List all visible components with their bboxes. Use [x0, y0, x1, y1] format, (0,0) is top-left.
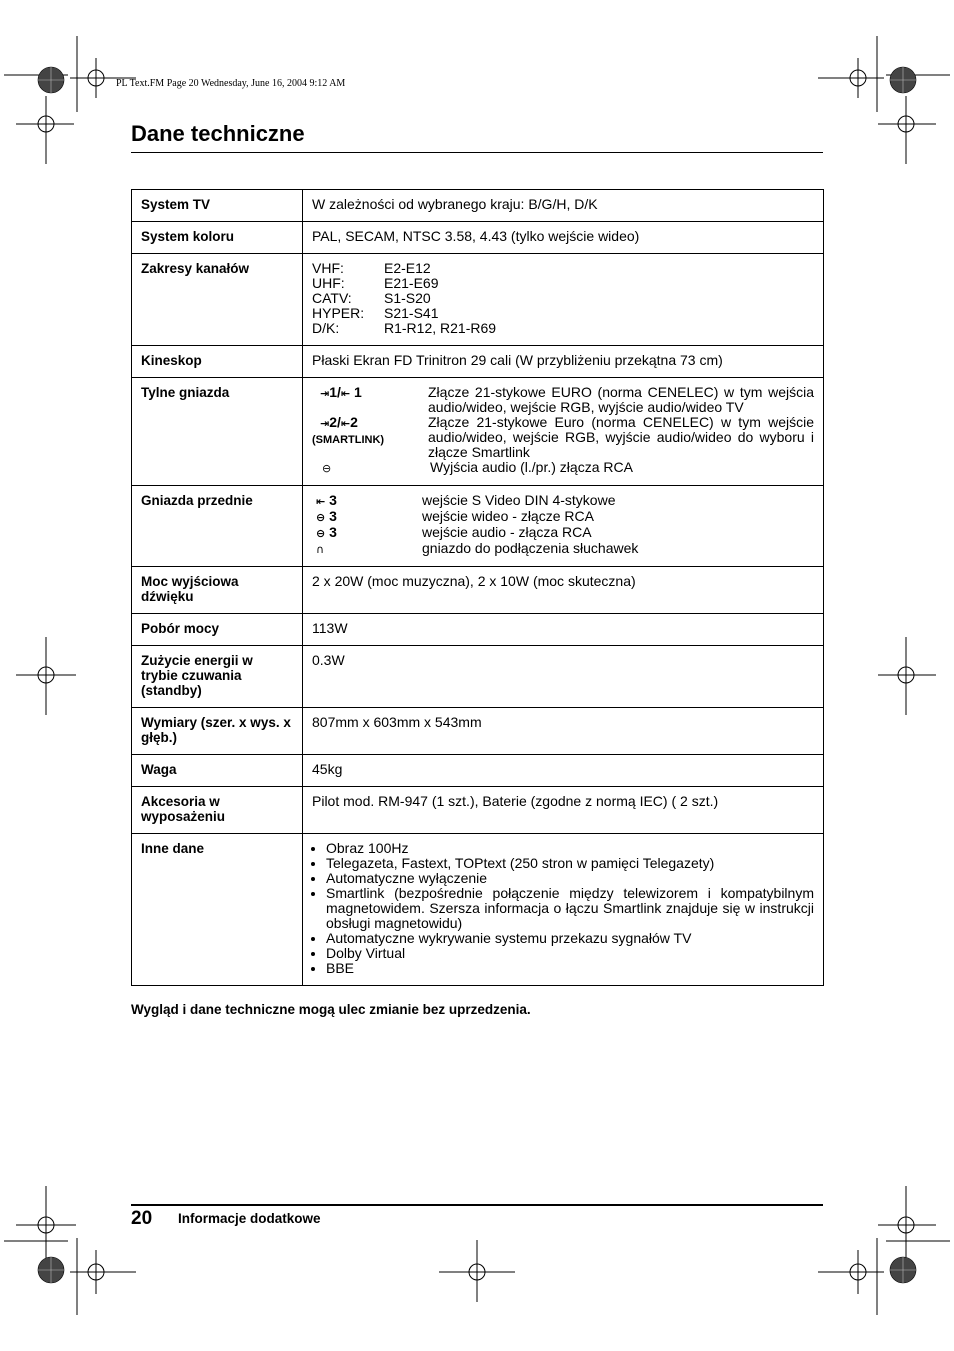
band-name: D/K:: [312, 320, 340, 336]
list-item: • Smartlink (bezpośrednie połączenie między telewizorem i kompatybilnym magnetowidem. Szersza informacja o łączu Smartlink znajduje się w instrukcji obsługi magnetowidu): [326, 886, 814, 931]
row-label: Pobór mocy: [132, 614, 303, 646]
audio-in-icon: ⊖: [316, 527, 326, 540]
scart-in-icon: ⇥: [320, 387, 330, 400]
row-value: 2 x 20W (moc muzyczna), 2 x 10W (moc skuteczna): [303, 567, 824, 614]
scart-in-icon: ⇥: [320, 417, 330, 430]
socket-description: wejście wideo - złącze RCA: [422, 508, 594, 524]
list-item: • Telegazeta, Fastext, TOPtext (250 stron w pamięci Telegazety): [326, 856, 814, 871]
band-range: S21-S41: [384, 305, 439, 321]
row-label: Waga: [132, 755, 303, 787]
row-value: 113W: [303, 614, 824, 646]
file-header: PL Text.FM Page 20 Wednesday, June 16, 2004 9:12 AM: [116, 78, 346, 89]
list-item: • BBE: [326, 961, 814, 976]
band-name: CATV:: [312, 290, 352, 306]
row-label: Inne dane: [132, 834, 303, 986]
audio-out-icon: ⊖: [322, 462, 332, 475]
socket-number: 2: [350, 414, 358, 430]
socket-description: wejście S Video DIN 4-stykowe: [422, 492, 616, 508]
headphones-icon: ∩: [316, 543, 325, 556]
smartlink-note: (SMARTLINK): [312, 434, 385, 446]
row-value: Pilot mod. RM-947 (1 szt.), Baterie (zgodne z normą IEC) ( 2 szt.): [303, 787, 824, 834]
socket-number: 1/: [329, 384, 341, 400]
row-value: Płaski Ekran FD Trinitron 29 cali (W przybliżeniu przekątna 73 cm): [303, 346, 824, 378]
list-item: • Obraz 100Hz: [326, 841, 814, 856]
band-range: S1-S20: [384, 290, 431, 306]
scart-out-icon: ⇤: [340, 417, 351, 430]
row-label: Akcesoria w wyposażeniu: [132, 787, 303, 834]
socket-number: 1: [354, 384, 362, 400]
row-label: Wymiary (szer. x wys. x głęb.): [132, 708, 303, 755]
socket-description: Złącze 21-stykowe EURO (norma CENELEC) w tym wejścia audio/wideo, wejście RGB, wyjście audio/wideo TV: [428, 384, 814, 415]
video-in-icon: ⊖: [316, 511, 326, 524]
socket-number: 3: [329, 492, 337, 508]
footer-section: Informacje dodatkowe: [178, 1211, 321, 1226]
socket-number: 3: [329, 524, 337, 540]
scart-out-icon: ⇤: [340, 387, 351, 400]
row-value: 807mm x 603mm x 543mm: [303, 708, 824, 755]
socket-number: 3: [329, 508, 337, 524]
disclaimer-note: Wygląd i dane techniczne mogą ulec zmianie bez uprzedzenia.: [131, 1002, 531, 1017]
row-label: Zakresy kanałów: [132, 254, 303, 346]
socket-description: Złącze 21-stykowe Euro (norma CENELEC) w tym wejście audio/wideo, wejście RGB, wyjście audio/wideo do wyboru i złącze Smartlink: [428, 414, 814, 460]
row-label: System TV: [132, 190, 303, 222]
list-item: • Automatyczne wyłączenie: [326, 871, 814, 886]
list-item: • Dolby Virtual: [326, 946, 814, 961]
row-label: Zużycie energii w trybie czuwania (standby): [132, 646, 303, 708]
row-value: 45kg: [303, 755, 824, 787]
socket-description: wejście audio - złącza RCA: [422, 524, 592, 540]
band-range: E21-E69: [384, 275, 439, 291]
band-range: E2-E12: [384, 260, 431, 276]
row-label: System koloru: [132, 222, 303, 254]
band-name: VHF:: [312, 260, 344, 276]
row-value: 0.3W: [303, 646, 824, 708]
row-value: W zależności od wybranego kraju: B/G/H, D/K: [303, 190, 824, 222]
row-value: PAL, SECAM, NTSC 3.58, 4.43 (tylko wejście wideo): [303, 222, 824, 254]
row-label: Kineskop: [132, 346, 303, 378]
page-number: 20: [131, 1208, 153, 1229]
band-name: HYPER:: [312, 305, 365, 321]
list-item: • Automatyczne wykrywanie systemu przekazu sygnałów TV: [326, 931, 814, 946]
row-label: Moc wyjściowa dźwięku: [132, 567, 303, 614]
band-range: R1-R12, R21-R69: [384, 320, 497, 336]
socket-number: 2/: [329, 414, 341, 430]
row-label: Gniazda przednie: [132, 486, 303, 567]
socket-description: Wyjścia audio (l./pr.) złącza RCA: [430, 459, 633, 475]
row-label: Tylne gniazda: [132, 378, 303, 486]
band-name: UHF:: [312, 275, 345, 291]
socket-description: gniazdo do podłączenia słuchawek: [422, 540, 639, 556]
s-video-icon: ⇤: [316, 495, 326, 508]
page-title: Dane techniczne: [131, 121, 305, 146]
